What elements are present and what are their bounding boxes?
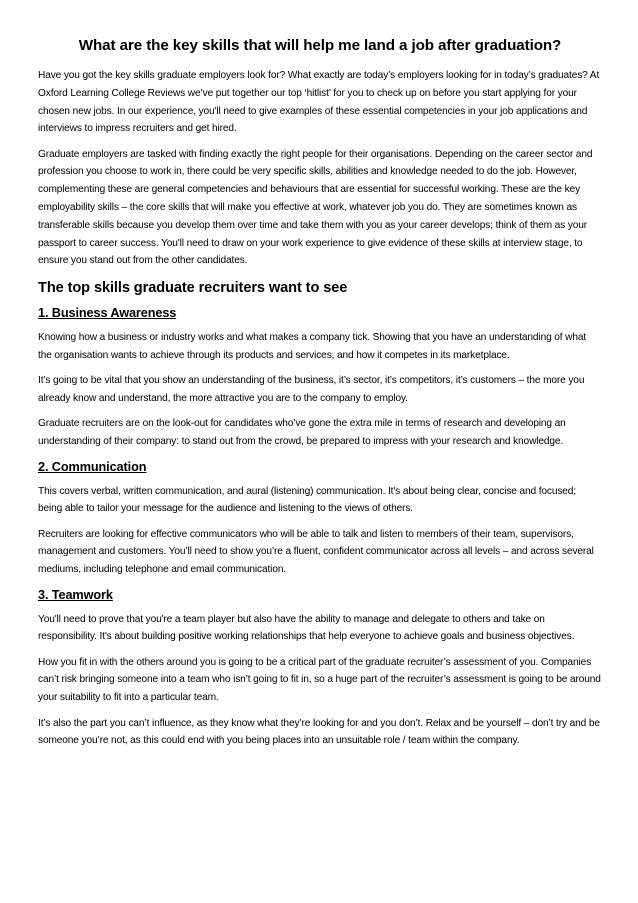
intro-paragraph-2: Graduate employers are tasked with finding exactly the right people for their organisations. Depending on the career sector and profession you choose to work in, there could be very specific skills, abilities and knowledge needed to do the job. However, complementing these are general competencies and behaviours that are essential for successful working. These are the key employability skills – the core skills that will make you effective at work, whatever job you do. They are sometimes known as transferable skills because you develop them over time and take them with you as your career develops; think of them as your passport to career success. You'll need to draw on your work experience to give evidence of these skills at interview stage, to ensure you stand out from the other candidates.: [38, 148, 593, 267]
communication-paragraph-1: This covers verbal, written communication, and aural (listening) communication. It's about being clear, concise and focused; being able to tailor your message for the audience and listening to the views of others.: [38, 485, 577, 515]
communication-heading: 2. Communication: [38, 459, 147, 474]
teamwork-paragraph-3: It’s also the part you can’t influence, as they know what they’re looking for and you don’t. Relax and be yourself – don’t try and be someone you’re not, as this could end with you being places into an unsuitable role / team within the company.: [38, 717, 600, 747]
business-awareness-heading: 1. Business Awareness: [38, 306, 177, 321]
business-awareness-paragraph-2: It’s going to be vital that you show an understanding of the business, it’s sector, it’s competitors, it’s customers – the more you already know and understand, the more attractive you are to the company to employ.: [38, 375, 585, 405]
document-title: What are the key skills that will help me land a job after graduation?: [78, 37, 562, 54]
intro-paragraph-1: Have you got the key skills graduate employers look for? What exactly are today’s employers looking for in today’s graduates? At Oxford Learning College Reviews we’ve put together our top ‘hitlist’ for you to check up on before you start applying for your chosen new jobs. In our experience, you'll need to give examples of these essential competencies in your job applications and interviews to impress recruiters and get hired.: [38, 70, 600, 135]
business-awareness-paragraph-3: Graduate recruiters are on the look-out for candidates who’ve gone the extra mile in terms of research and developing an understanding of their company: to stand out from the crowd, be prepared to impress with your research and knowledge.: [38, 418, 566, 448]
teamwork-paragraph-2: How you fit in with the others around you is going to be a critical part of the graduate recruiter’s assessment of you. Companies can’t risk bringing someone into a team who isn’t going to fit in, so a huge part of the recruiter’s assessment is going to be around your suitability to fit into a particular team.: [38, 656, 601, 704]
section-heading: The top skills graduate recruiters want to see: [38, 280, 348, 297]
business-awareness-paragraph-1: Knowing how a business or industry works and what makes a company tick. Showing that you have an understanding of what the organisation wants to achieve through its products and services, and how it competes in its marketplace.: [38, 332, 587, 362]
teamwork-heading: 3. Teamwork: [38, 587, 113, 602]
teamwork-paragraph-1: You'll need to prove that you're a team player but also have the ability to manage and delegate to others and take on responsibility. It's about building positive working relationships that help everyone to achieve goals and business objectives.: [38, 613, 575, 643]
document-page: [38, 36, 602, 758]
communication-paragraph-2: Recruiters are looking for effective communicators who will be able to talk and listen to members of their team, supervisors, management and customers. You’ll need to show you’re a fluent, confident communicator across all levels – and across several mediums, including telephone and email communication.: [38, 528, 594, 576]
